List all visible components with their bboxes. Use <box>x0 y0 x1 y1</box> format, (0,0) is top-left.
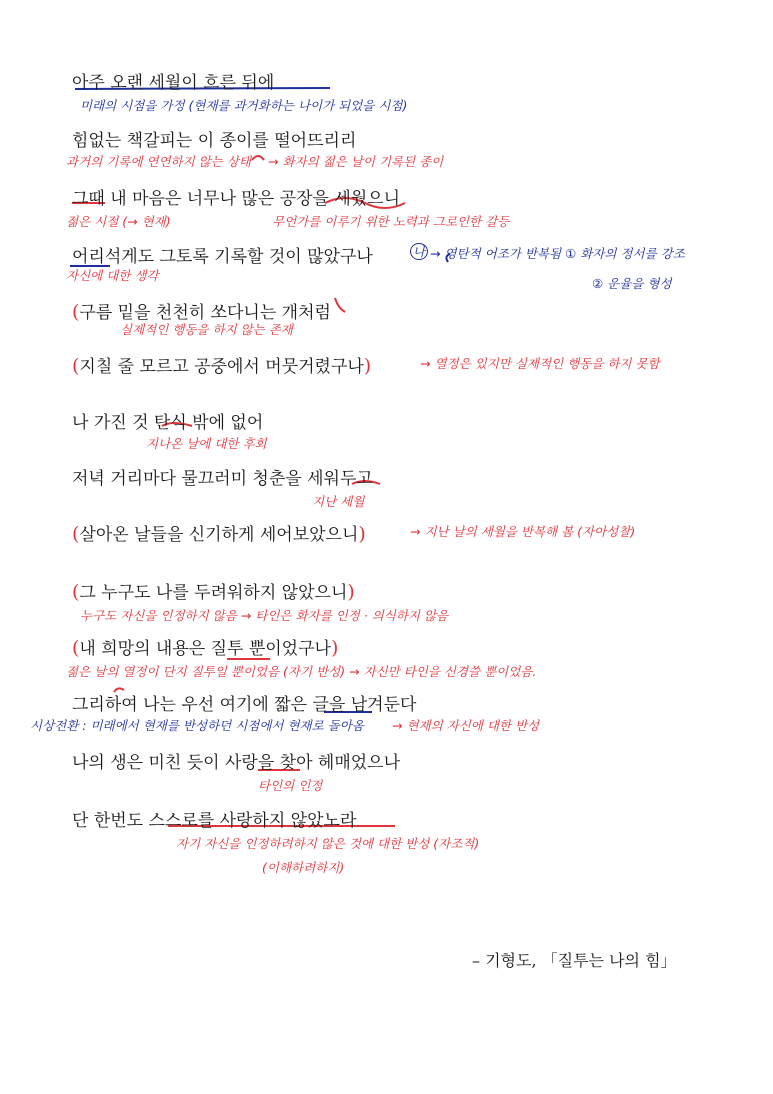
annotation-detached-state: 과거의 기록에 연연하지 않는 상태 <box>66 154 251 169</box>
annotation-jealousy: 젊은 날의 열정이 단지 질투일 뿐이었음 (자기 반성) → 자신만 타인을 신경쓸 뿐이었음. <box>66 664 537 679</box>
annotation-understand: (이해하려하지) <box>262 860 345 875</box>
bracket-open: ( <box>72 523 80 545</box>
poem-line-9-text: 살아온 날들을 신기하게 세어보았으니 <box>79 525 359 545</box>
annotation-poetic-shift: 시상전환 : 미래에서 현재를 반성하던 시점에서 현재로 돌아옴 <box>30 718 364 733</box>
poem-line-12: 그리하여 나는 우선 여기에 짧은 글을 남겨둔다 <box>72 695 417 715</box>
annotation-rhythm: ② 운율을 형성 <box>592 276 672 291</box>
annotation-regret: 지나온 날에 대한 후회 <box>146 436 267 451</box>
annotation-present-reflection: → 현재의 자신에 대한 반성 <box>392 718 540 733</box>
poem-line-6-text: 지칠 줄 모르고 공중에서 머뭇거렸구나 <box>79 357 364 377</box>
bracket-open: ( <box>72 581 80 603</box>
bracket-close: ) <box>347 581 355 603</box>
bracket-close: ) <box>363 355 372 377</box>
annotation-self-mocking: 자기 자신을 인정하려하지 않은 것에 대한 반성 (자조적) <box>176 836 480 851</box>
poem-line-11 <box>72 634 338 659</box>
poem-line-6 <box>72 352 371 377</box>
poem-line-2: 힘없는 책갈피는 이 종이를 떨어뜨리리 <box>72 131 357 151</box>
poem-line-5-text: 구름 밑을 천천히 쏘다니는 개처럼 <box>79 303 331 323</box>
bracket-open: ( <box>72 637 80 659</box>
annotation-recognition: 타인의 인정 <box>258 778 323 793</box>
annotation-not-recognized: 누구도 자신을 인정하지 않음 → 타인은 화자를 인정 · 의식하지 않음 <box>80 608 449 623</box>
annotation-no-action-being: 실제적인 행동을 하지 않는 존재 <box>120 322 293 337</box>
annotation-young-days: 젊은 시절 (→ 현재) <box>66 214 171 229</box>
annotation-self-reflection: → 지난 날의 세월을 반복해 봄 (자아성찰) <box>410 524 636 539</box>
poem-line-1: 아주 오랜 세월이 흐른 뒤에 <box>72 73 275 93</box>
poem-line-4 <box>72 242 373 267</box>
circled-char <box>410 242 428 260</box>
poem-line-8: 저녁 거리마다 물끄러미 청춘을 세워두고 <box>72 469 373 489</box>
annotation-self-thought: 자신에 대한 생각 <box>66 268 159 283</box>
poem-line-13: 나의 생은 미친 듯이 사랑을 찾아 헤매었으나 <box>72 753 401 773</box>
annotation-past-years: 지난 세월 <box>312 494 365 509</box>
annotation-youth-record: → 화자의 젊은 날이 기록된 종이 <box>268 154 444 169</box>
bracket-close: ) <box>358 523 366 545</box>
poem-line-9 <box>72 520 366 545</box>
annotation-exclamatory-tone: → 영탄적 어조가 반복됨 ① 화자의 정서를 강조 <box>430 246 685 261</box>
bracket-open: ( <box>72 355 80 377</box>
source-citation: – 기형도, 「질투는 나의 힘」 <box>472 951 677 970</box>
poem-line-14: 단 한번도 스스로를 사랑하지 않았노라 <box>72 811 357 831</box>
circled-char-mark: 나 <box>410 243 428 260</box>
poem-line-11-text: 내 희망의 내용은 질투 뿐이었구나 <box>79 639 331 659</box>
poem-line-10 <box>72 578 355 603</box>
poem-line-4-text: 어리석게도 그토록 기록할 것이 많았구나 <box>72 247 373 267</box>
poem-line-3: 그때 내 마음은 너무나 많은 공장을 세웠으니 <box>72 189 401 209</box>
annotation-passion-no-action: → 열정은 있지만 실제적인 행동을 하지 못함 <box>420 356 660 371</box>
annotation-future-viewpoint: 미래의 시점을 가정 (현재를 과거화하는 나이가 되었을 시점) <box>80 98 408 113</box>
poem-line-10-text: 그 누구도 나를 두려워하지 않았으니 <box>79 583 348 603</box>
bracket-open: ( <box>72 301 80 323</box>
bracket-close: ) <box>330 637 339 659</box>
annotation-effort-conflict: 무언가를 이루기 위한 노력과 그로인한 갈등 <box>272 214 510 229</box>
poem-line-7: 나 가진 것 탄식 밖에 없어 <box>72 413 264 433</box>
